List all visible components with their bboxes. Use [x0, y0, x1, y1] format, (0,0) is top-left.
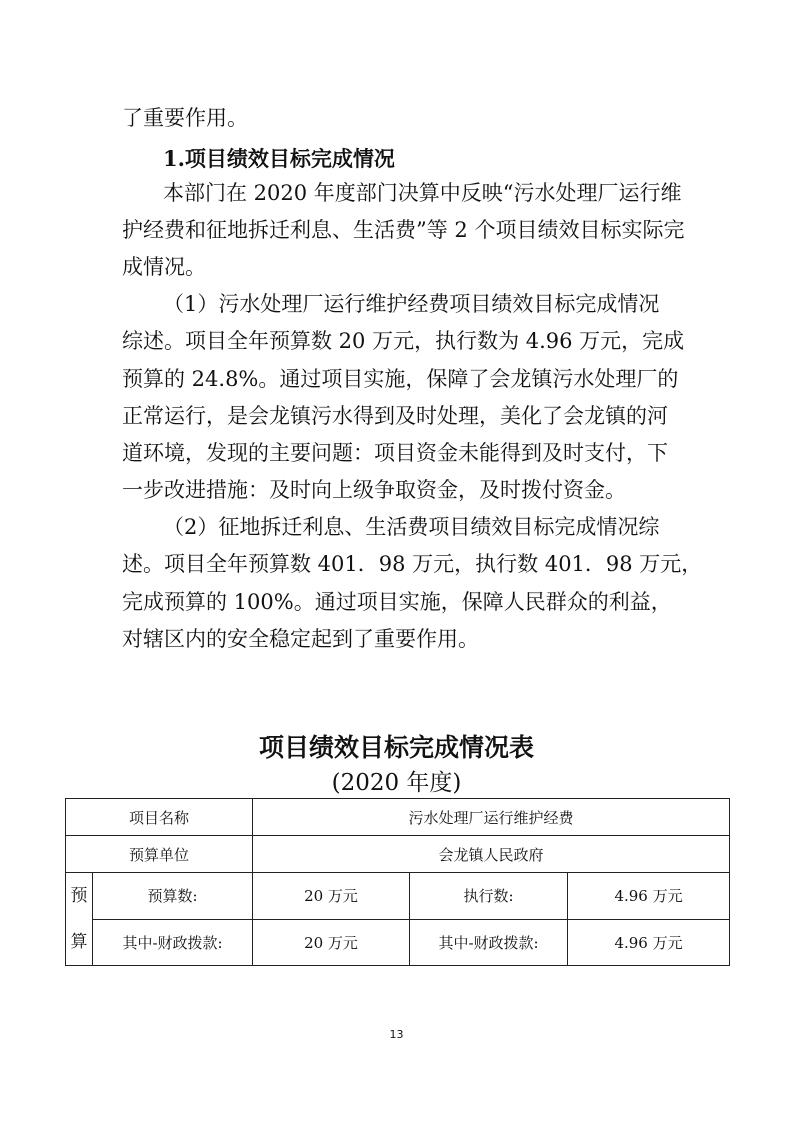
executed-value: 4.96 万元: [568, 873, 730, 920]
body-text-line: 成情况。: [122, 255, 206, 279]
budget-amount-label: 预算数:: [93, 873, 253, 920]
table-row: [66, 836, 730, 873]
executed-label: 执行数:: [410, 873, 568, 920]
body-text-line: 预算的 24.8%。通过项目实施，保障了会龙镇污水处理厂的: [122, 367, 679, 391]
body-text-line: 综述。项目全年预算数 20 万元，执行数为 4.96 万元，完成: [122, 329, 685, 353]
performance-table: [65, 798, 730, 966]
project-name-label: 项目名称: [66, 799, 253, 836]
body-text-line: 正常运行，是会龙镇污水得到及时处理，美化了会龙镇的河: [122, 404, 668, 428]
table-title: 项目绩效目标完成情况表: [258, 733, 534, 762]
body-text-line: 完成预算的 100%。通过项目实施，保障人民群众的利益，: [122, 590, 672, 614]
body-text-line: 道环境，发现的主要问题：项目资金未能得到及时支付，下: [122, 441, 668, 465]
budget-amount-value: 20 万元: [253, 873, 410, 920]
budget-side-char: 预: [70, 886, 88, 906]
body-text-line: 了重要作用。: [122, 106, 248, 130]
section-heading: 1.项目绩效目标完成情况: [163, 146, 395, 171]
fiscal-executed-label: 其中-财政拨款:: [410, 919, 568, 966]
budget-side-char: 算: [70, 932, 88, 952]
body-text-line: （2）征地拆迁利息、生活费项目绩效目标完成情况综: [163, 515, 660, 539]
budget-unit-value: 会龙镇人民政府: [253, 836, 730, 873]
budget-unit-label: 预算单位: [66, 836, 253, 873]
body-text-line: 一步改进措施：及时向上级争取资金，及时拨付资金。: [122, 478, 626, 502]
budget-side-label: [66, 873, 93, 966]
fiscal-executed-value: 4.96 万元: [568, 919, 730, 966]
body-text-line: 述。项目全年预算数 401．98 万元，执行数 401．98 万元，: [122, 552, 703, 576]
body-text-line: （1）污水处理厂运行维护经费项目绩效目标完成情况: [163, 292, 660, 316]
body-text-line: 对辖区内的安全稳定起到了重要作用。: [122, 627, 479, 651]
body-text-line: 护经费和征地拆迁利息、生活费”等 2 个项目绩效目标实际完: [122, 218, 685, 242]
table-row: [66, 919, 730, 966]
table-subtitle: (2020 年度): [331, 770, 462, 796]
table-row: [66, 799, 730, 836]
body-text-line: 本部门在 2020 年度部门决算中反映“污水处理厂运行维: [163, 181, 682, 205]
table-row: [66, 873, 730, 920]
fiscal-budget-value: 20 万元: [253, 919, 410, 966]
fiscal-budget-label: 其中-财政拨款:: [93, 919, 253, 966]
project-name-value: 污水处理厂运行维护经费: [253, 799, 730, 836]
page-number: 13: [389, 1028, 404, 1041]
